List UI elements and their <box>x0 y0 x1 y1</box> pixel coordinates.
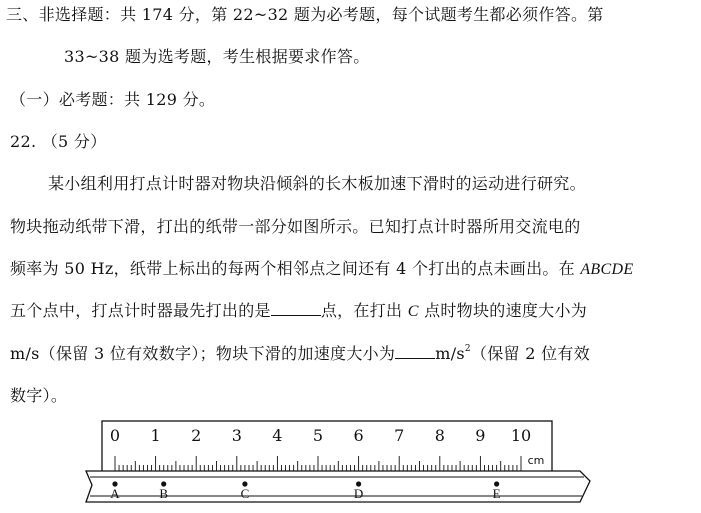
tape-point-label: B <box>159 486 169 501</box>
ruler-number: 1 <box>150 426 161 445</box>
answer-blank-first-point[interactable] <box>271 301 321 316</box>
question-text-line4-c: 点时物块的速度大小为 <box>418 301 588 320</box>
question-text-line5 <box>10 343 590 365</box>
subsection-title: （一）必考题：共 129 分。 <box>10 90 216 109</box>
tape-point-label: C <box>240 486 250 501</box>
tape-point-label: D <box>353 486 364 501</box>
point-c-label: C <box>407 303 419 320</box>
ruler-tape-figure <box>84 419 596 511</box>
ruler-number: 3 <box>231 426 242 445</box>
ruler-number: 7 <box>394 426 405 445</box>
ruler-number: 4 <box>272 426 283 445</box>
unit-superscript: 2 <box>464 344 471 354</box>
answer-blank-acceleration[interactable] <box>395 344 435 359</box>
section-header-line2: 33~38 题为选考题，考生根据要求作答。 <box>64 47 370 66</box>
ruler-unit-label: cm <box>527 454 545 467</box>
question-text-line4-b: 点，在打出 <box>320 301 408 320</box>
section-header-line1: 三、非选择题：共 174 分，第 22~32 题为必考题，每个试题考生都必须作答。第 <box>6 5 604 24</box>
ruler-number: 0 <box>109 426 121 445</box>
ruler-number: 8 <box>434 426 445 445</box>
question-text-line2: 物块拖动纸带下滑，打出的纸带一部分如图所示。已知打点计时器所用交流电的 <box>10 217 581 236</box>
question-text-line4-a: 五个点中，打点计时器最先打出的是 <box>10 301 271 320</box>
question-header <box>10 131 107 153</box>
question-text-line6: 数字）。 <box>10 386 68 405</box>
question-number: 22. <box>10 132 37 151</box>
question-text-line1: 某小组利用打点计时器对物块沿倾斜的长木板加速下滑时的运动进行研究。 <box>48 174 586 193</box>
question-text-line3-a: 频率为 50 Hz，纸带上标出的每两个相邻点之间还有 4 个打出的点未画出。在 <box>10 259 581 278</box>
tape-point-label: A <box>110 486 120 501</box>
ruler-number: 2 <box>191 426 202 445</box>
question-text-line4 <box>10 300 587 323</box>
question-text-line5-c: （保留 2 位有效 <box>470 344 591 363</box>
acceleration-unit: m/s <box>435 344 465 363</box>
ruler-number: 6 <box>353 426 364 445</box>
question-text-line5-a: m/s（保留 3 位有效数字）；物块下滑的加速度大小为 <box>10 344 396 363</box>
ruler-number: 10 <box>510 426 532 445</box>
question-points: （5 分） <box>41 132 107 151</box>
ruler-number: 5 <box>312 426 324 445</box>
tape-point-label: E <box>492 486 501 501</box>
ruler-number: 9 <box>475 426 486 445</box>
ruler-tape-svg <box>84 419 596 511</box>
question-text-line3 <box>10 258 633 281</box>
points-abcde: ABCDE <box>580 261 634 278</box>
